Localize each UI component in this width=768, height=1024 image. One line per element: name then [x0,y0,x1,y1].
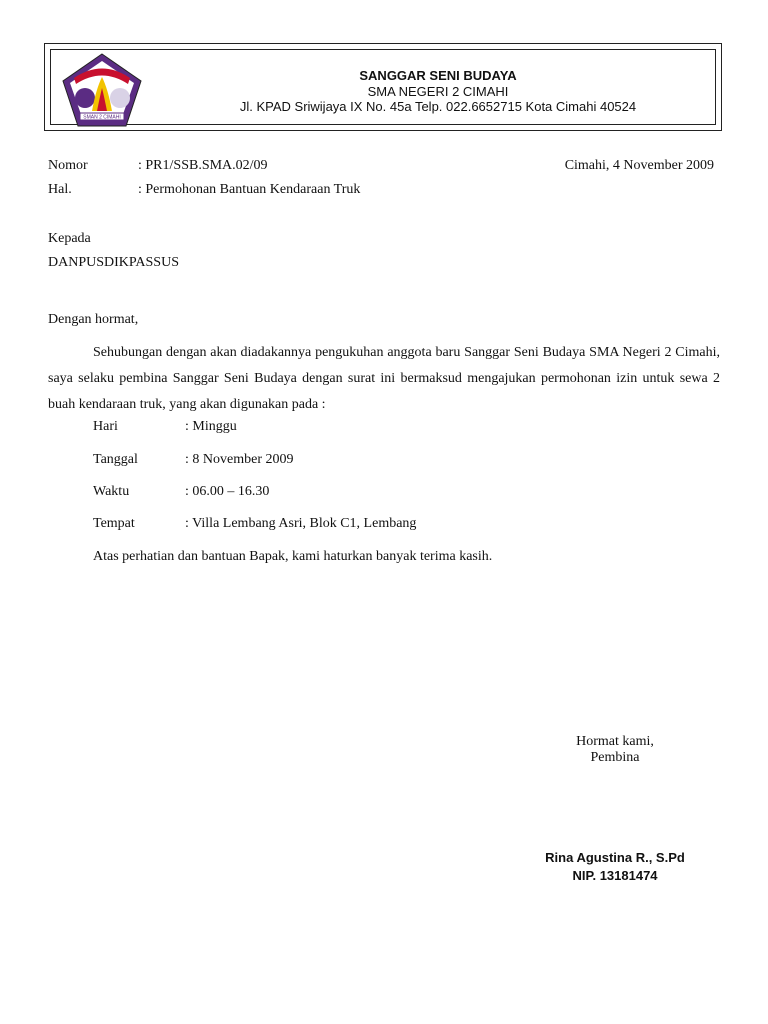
detail-label-hari: Hari [93,419,118,434]
body-paragraph: Sehubungan dengan akan diadakannya pengukuhan anggota baru Sanggar Seni Budaya SMA Negeri 2 Cimahi, saya selaku pembina Sanggar Seni Budaya dengan surat ini bermaksud mengajukan permohonan izin untuk sewa 2 buah kendaraan truk, yang akan digunakan pada : [48,345,720,412]
hal-value: : Permohonan Bantuan Kendaraan Truk [138,182,361,197]
closing-sentence: Atas perhatian dan bantuan Bapak, kami haturkan banyak terima kasih. [93,549,493,564]
letterhead-inner-frame [50,49,716,125]
detail-label-tanggal: Tanggal [93,452,138,467]
nomor-label: Nomor [48,158,88,173]
detail-label-waktu: Waktu [93,484,130,499]
nomor-value: : PR1/SSB.SMA.02/09 [138,158,268,173]
detail-value-hari: : Minggu [185,419,237,434]
signature-role: Pembina [590,750,640,765]
school-logo [60,51,144,129]
signature-regards: Hormat kami, [576,734,654,749]
logo-text: SMAN 2 CIMAHI [83,114,121,121]
letterhead [44,43,722,131]
salutation: Dengan hormat, [48,312,139,327]
letterhead-text [161,68,715,115]
signatory-name: Rina Agustina R., S.Pd [545,850,685,865]
kepada-label: Kepada [48,231,91,246]
hal-label: Hal. [48,182,72,197]
detail-value-tanggal: : 8 November 2009 [185,452,294,467]
letter-date: Cimahi, 4 November 2009 [564,158,714,173]
detail-value-tempat: : Villa Lembang Asri, Blok C1, Lembang [185,516,417,531]
detail-value-waktu: : 06.00 – 16.30 [185,484,270,499]
detail-label-tempat: Tempat [93,516,135,531]
recipient-name: DANPUSDIKPASSUS [48,255,179,270]
school-name: SMA NEGERI 2 CIMAHI [367,84,509,99]
signatory-nip: NIP. 13181474 [572,868,658,883]
org-name: SANGGAR SENI BUDAYA [359,68,517,83]
school-address: Jl. KPAD Sriwijaya IX No. 45a Telp. 022.6652715 Kota Cimahi 40524 [239,99,637,114]
